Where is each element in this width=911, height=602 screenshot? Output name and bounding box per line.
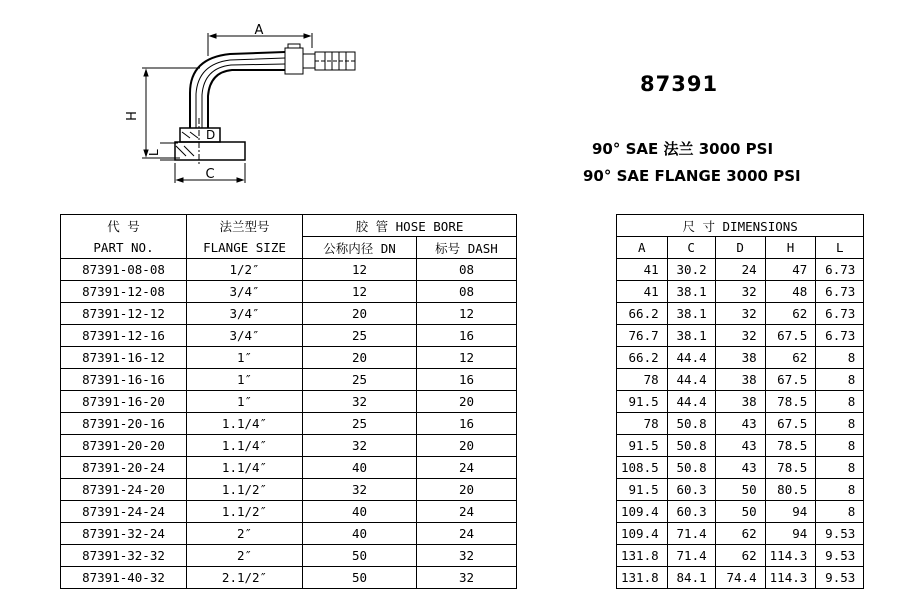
fitting-drawing xyxy=(120,18,360,188)
part-cell: 87391-12-08 xyxy=(61,281,187,303)
part-cell: 87391-08-08 xyxy=(61,259,187,281)
a-cell: 41 xyxy=(617,281,668,303)
c-cell: 44.4 xyxy=(667,347,715,369)
dimension-h-label: H xyxy=(125,111,140,121)
dn-cell: 25 xyxy=(303,325,417,347)
blank-cell xyxy=(517,523,617,545)
l-cell: 8 xyxy=(816,391,864,413)
table-row xyxy=(61,369,864,391)
l-cell: 9.53 xyxy=(816,545,864,567)
blank-cell xyxy=(517,413,617,435)
part-header-cn: 代 号 xyxy=(61,215,187,237)
table-row xyxy=(61,259,864,281)
dn-cell: 25 xyxy=(303,369,417,391)
a-cell: 78 xyxy=(617,413,668,435)
table-row xyxy=(61,303,864,325)
c-cell: 38.1 xyxy=(667,325,715,347)
header-row-1 xyxy=(61,215,864,237)
l-cell: 6.73 xyxy=(816,281,864,303)
blank-cell xyxy=(517,479,617,501)
dimensions-table xyxy=(60,214,864,589)
table-row xyxy=(61,523,864,545)
part-cell: 87391-24-24 xyxy=(61,501,187,523)
dn-cell: 40 xyxy=(303,501,417,523)
flange-cell: 1/2″ xyxy=(187,259,303,281)
a-cell: 108.5 xyxy=(617,457,668,479)
flange-cell: 2.1/2″ xyxy=(187,567,303,589)
dash-cell: 12 xyxy=(417,303,517,325)
c-cell: 60.3 xyxy=(667,479,715,501)
h-cell: 67.5 xyxy=(765,413,816,435)
l-cell: 8 xyxy=(816,501,864,523)
a-header: A xyxy=(617,237,668,259)
l-cell: 8 xyxy=(816,457,864,479)
h-cell: 94 xyxy=(765,523,816,545)
dash-cell: 24 xyxy=(417,501,517,523)
h-cell: 114.3 xyxy=(765,545,816,567)
a-cell: 109.4 xyxy=(617,501,668,523)
table-row xyxy=(61,413,864,435)
h-cell: 62 xyxy=(765,347,816,369)
dash-cell: 20 xyxy=(417,479,517,501)
dn-cell: 50 xyxy=(303,567,417,589)
blank-cell xyxy=(517,259,617,281)
l-cell: 6.73 xyxy=(816,303,864,325)
dn-cell: 20 xyxy=(303,303,417,325)
a-cell: 41 xyxy=(617,259,668,281)
flange-cell: 1″ xyxy=(187,369,303,391)
blank-cell xyxy=(517,545,617,567)
flange-cell: 3/4″ xyxy=(187,303,303,325)
blank-cell xyxy=(517,567,617,589)
c-cell: 30.2 xyxy=(667,259,715,281)
c-cell: 50.8 xyxy=(667,457,715,479)
l-cell: 8 xyxy=(816,369,864,391)
dash-cell: 16 xyxy=(417,413,517,435)
part-cell: 87391-16-20 xyxy=(61,391,187,413)
c-cell: 60.3 xyxy=(667,501,715,523)
dash-cell: 16 xyxy=(417,325,517,347)
c-cell: 50.8 xyxy=(667,435,715,457)
d-cell: 62 xyxy=(715,545,765,567)
part-cell: 87391-32-24 xyxy=(61,523,187,545)
flange-cell: 3/4″ xyxy=(187,281,303,303)
h-header: H xyxy=(765,237,816,259)
a-cell: 109.4 xyxy=(617,523,668,545)
dn-cell: 40 xyxy=(303,523,417,545)
table-row xyxy=(61,479,864,501)
c-cell: 38.1 xyxy=(667,303,715,325)
c-cell: 84.1 xyxy=(667,567,715,589)
d-cell: 38 xyxy=(715,391,765,413)
a-cell: 131.8 xyxy=(617,567,668,589)
dn-cell: 32 xyxy=(303,435,417,457)
table-row xyxy=(61,281,864,303)
dash-cell: 20 xyxy=(417,435,517,457)
h-cell: 48 xyxy=(765,281,816,303)
flange-cell: 1″ xyxy=(187,391,303,413)
d-cell: 74.4 xyxy=(715,567,765,589)
dims-header: 尺 寸 DIMENSIONS xyxy=(617,215,864,237)
blank-cell xyxy=(517,215,617,237)
blank-cell xyxy=(517,347,617,369)
d-cell: 50 xyxy=(715,501,765,523)
flange-cell: 1.1/4″ xyxy=(187,413,303,435)
c-cell: 38.1 xyxy=(667,281,715,303)
flange-cell: 2″ xyxy=(187,523,303,545)
table-row xyxy=(61,567,864,589)
flange-cell: 2″ xyxy=(187,545,303,567)
blank-cell xyxy=(517,435,617,457)
c-cell: 71.4 xyxy=(667,545,715,567)
h-cell: 67.5 xyxy=(765,325,816,347)
h-cell: 78.5 xyxy=(765,457,816,479)
subtitle-english: 90° SAE FLANGE 3000 PSI xyxy=(583,167,801,185)
dn-cell: 12 xyxy=(303,259,417,281)
flange-cell: 1.1/2″ xyxy=(187,479,303,501)
a-cell: 131.8 xyxy=(617,545,668,567)
flange-cell: 1″ xyxy=(187,347,303,369)
l-cell: 8 xyxy=(816,479,864,501)
blank-cell xyxy=(517,281,617,303)
subtitle-chinese: 90° SAE 法兰 3000 PSI xyxy=(592,140,774,158)
flange-cell: 1.1/4″ xyxy=(187,457,303,479)
c-cell: 71.4 xyxy=(667,523,715,545)
flange-header-cn: 法兰型号 xyxy=(187,215,303,237)
dimension-l-label: L xyxy=(147,149,161,156)
d-cell: 38 xyxy=(715,347,765,369)
dash-header: 标号 DASH xyxy=(417,237,517,259)
h-cell: 114.3 xyxy=(765,567,816,589)
page-title: 87391 xyxy=(640,72,719,96)
dimension-d-label: D xyxy=(206,128,216,142)
table-row xyxy=(61,545,864,567)
h-cell: 62 xyxy=(765,303,816,325)
dn-cell: 50 xyxy=(303,545,417,567)
l-cell: 6.73 xyxy=(816,325,864,347)
d-cell: 62 xyxy=(715,523,765,545)
dn-cell: 12 xyxy=(303,281,417,303)
l-cell: 9.53 xyxy=(816,567,864,589)
l-header: L xyxy=(816,237,864,259)
blank-cell xyxy=(517,501,617,523)
d-cell: 32 xyxy=(715,325,765,347)
d-cell: 43 xyxy=(715,435,765,457)
dn-cell: 32 xyxy=(303,479,417,501)
h-cell: 78.5 xyxy=(765,391,816,413)
part-cell: 87391-16-12 xyxy=(61,347,187,369)
dash-cell: 08 xyxy=(417,281,517,303)
dimension-c-label: C xyxy=(205,167,215,182)
table-row xyxy=(61,457,864,479)
dn-cell: 20 xyxy=(303,347,417,369)
d-cell: 24 xyxy=(715,259,765,281)
part-header-en: PART NO. xyxy=(61,237,187,259)
h-cell: 80.5 xyxy=(765,479,816,501)
dn-cell: 40 xyxy=(303,457,417,479)
c-cell: 50.8 xyxy=(667,413,715,435)
h-cell: 47 xyxy=(765,259,816,281)
d-cell: 32 xyxy=(715,303,765,325)
h-cell: 67.5 xyxy=(765,369,816,391)
part-cell: 87391-16-16 xyxy=(61,369,187,391)
part-cell: 87391-32-32 xyxy=(61,545,187,567)
dash-cell: 12 xyxy=(417,347,517,369)
dimension-a-label: A xyxy=(254,23,264,38)
table-row xyxy=(61,501,864,523)
dash-cell: 08 xyxy=(417,259,517,281)
c-cell: 44.4 xyxy=(667,369,715,391)
dash-cell: 32 xyxy=(417,545,517,567)
h-cell: 94 xyxy=(765,501,816,523)
dn-header: 公称内径 DN xyxy=(303,237,417,259)
flange-cell: 3/4″ xyxy=(187,325,303,347)
dash-cell: 24 xyxy=(417,457,517,479)
l-cell: 8 xyxy=(816,347,864,369)
part-cell: 87391-24-20 xyxy=(61,479,187,501)
c-cell: 44.4 xyxy=(667,391,715,413)
dn-cell: 32 xyxy=(303,391,417,413)
blank-cell xyxy=(517,237,617,259)
h-cell: 78.5 xyxy=(765,435,816,457)
dash-cell: 16 xyxy=(417,369,517,391)
dn-cell: 25 xyxy=(303,413,417,435)
part-cell: 87391-20-24 xyxy=(61,457,187,479)
a-cell: 76.7 xyxy=(617,325,668,347)
part-cell: 87391-20-20 xyxy=(61,435,187,457)
part-cell: 87391-40-32 xyxy=(61,567,187,589)
table-row xyxy=(61,325,864,347)
part-cell: 87391-20-16 xyxy=(61,413,187,435)
d-cell: 38 xyxy=(715,369,765,391)
table-row xyxy=(61,391,864,413)
dash-cell: 32 xyxy=(417,567,517,589)
header-row-2 xyxy=(61,237,864,259)
blank-cell xyxy=(517,325,617,347)
l-cell: 6.73 xyxy=(816,259,864,281)
a-cell: 91.5 xyxy=(617,479,668,501)
blank-cell xyxy=(517,457,617,479)
blank-cell xyxy=(517,391,617,413)
a-cell: 91.5 xyxy=(617,391,668,413)
l-cell: 8 xyxy=(816,413,864,435)
d-cell: 50 xyxy=(715,479,765,501)
dash-cell: 20 xyxy=(417,391,517,413)
flange-cell: 1.1/4″ xyxy=(187,435,303,457)
table-row xyxy=(61,435,864,457)
flange-cell: 1.1/2″ xyxy=(187,501,303,523)
d-cell: 43 xyxy=(715,413,765,435)
table-row xyxy=(61,347,864,369)
part-cell: 87391-12-12 xyxy=(61,303,187,325)
blank-cell xyxy=(517,369,617,391)
a-cell: 78 xyxy=(617,369,668,391)
d-cell: 43 xyxy=(715,457,765,479)
blank-cell xyxy=(517,303,617,325)
a-cell: 66.2 xyxy=(617,347,668,369)
hose-header: 胶 管 HOSE BORE xyxy=(303,215,517,237)
d-header: D xyxy=(715,237,765,259)
a-cell: 66.2 xyxy=(617,303,668,325)
dash-cell: 24 xyxy=(417,523,517,545)
l-cell: 8 xyxy=(816,435,864,457)
flange-header-en: FLANGE SIZE xyxy=(187,237,303,259)
c-header: C xyxy=(667,237,715,259)
l-cell: 9.53 xyxy=(816,523,864,545)
d-cell: 32 xyxy=(715,281,765,303)
a-cell: 91.5 xyxy=(617,435,668,457)
part-cell: 87391-12-16 xyxy=(61,325,187,347)
